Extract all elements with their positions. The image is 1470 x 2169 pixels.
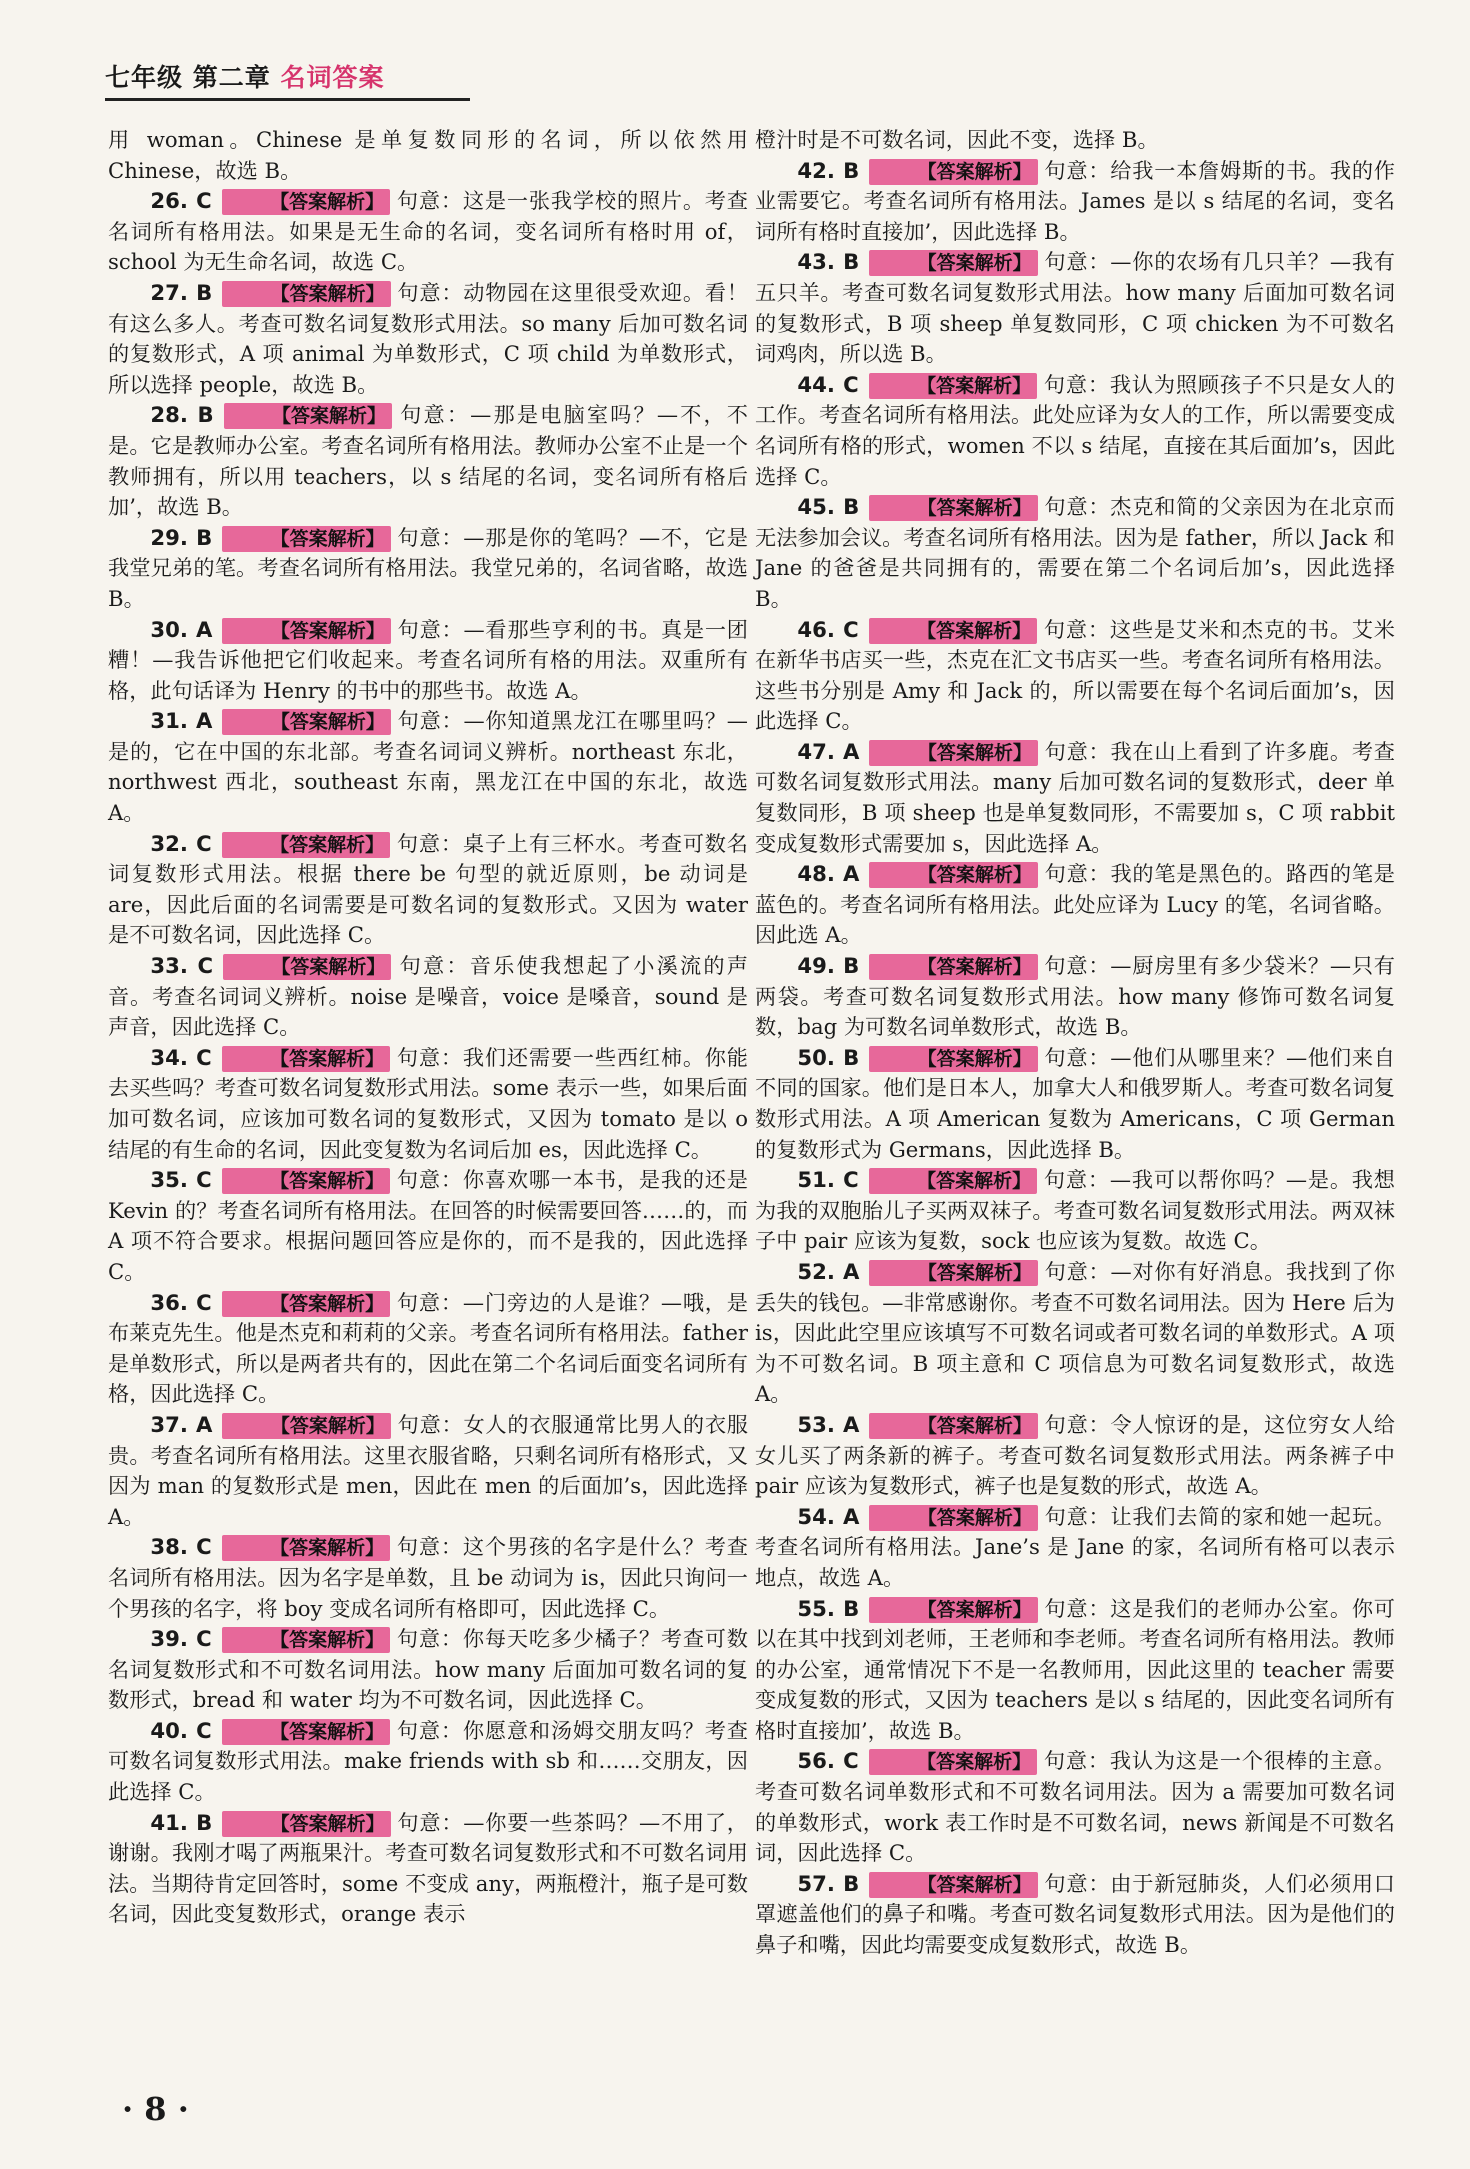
answer-analysis-tag: 【答案解析】 (222, 1046, 390, 1072)
answer-explanation: 句意：我认为照顾孩子不只是女人的工作。考查名词所有格用法。此处应译为女人的工作，所以需要变成名词所有格的形式，women 不以 s 结尾，直接在其后面加’s，因此选择 C。 (755, 371, 1395, 489)
answer-item (108, 1716, 748, 1808)
answer-explanation: 句意：这是我们的老师办公室。你可以在其中找到刘老师，王老师和李老师。考查名词所有格用法。教师的办公室，通常情况下不是一名教师用，因此这里的 teacher 需要变成复数的形式，又因为 teachers 是以 s 结尾的，因此变名词所有格时直接加’，故选 B。 (755, 1595, 1395, 1743)
answer-explanation: 句意：你每天吃多少橘子？考查可数名词复数形式和不可数名词用法。how many 后面加可数名词的复数形式，bread 和 water 均为不可数名词，因此选择 C。 (108, 1626, 748, 1713)
answer-analysis-tag: 【答案解析】 (869, 1597, 1037, 1623)
answer-explanation: 句意：桌子上有三杯水。考查可数名词复数形式用法。根据 there be 句型的就近原则，be 动词是 are，因此后面的名词需要是可数名词的复数形式。又因为 water 是不可数名词，因此选择 C。 (108, 830, 748, 948)
answer-item (108, 1410, 748, 1532)
answer-number: 26. C (150, 188, 212, 214)
answer-item (755, 859, 1395, 951)
answer-item (755, 1257, 1395, 1410)
answer-number: 43. B (797, 249, 860, 275)
answer-number: 32. C (150, 830, 212, 856)
answer-explanation: 句意：你喜欢哪一本书，是我的还是 Kevin 的？考查名词所有格用法。在回答的时候需要回答……的，而 A 项不符合要求。根据问题回答应是你的，而不是我的，因此选择 C。 (108, 1167, 748, 1284)
answer-number: 47. A (797, 738, 860, 764)
answer-explanation: 句意：—厨房里有多少袋米？—只有两袋。考查可数名词复数形式用法。how many 修饰可数名词复数，bag 为可数名词单数形式，故选 B。 (755, 953, 1395, 1040)
answer-explanation: 句意：—门旁边的人是谁？—哦，是布莱克先生。他是杰克和莉莉的父亲。考查名词所有格用法。father 是单数形式，所以是两者共有的，因此在第二个名词后面变名词所有格，因此选择 C。 (108, 1289, 748, 1407)
left-intro: 用 woman。Chinese 是单复数同形的名词，所以依然用 Chinese，故选 B。 (108, 127, 748, 183)
answer-explanation: 句意：我们还需要一些西红柿。你能去买些吗？考查可数名词复数形式用法。some 表示一些，如果后面加可数名词，应该加可数名词的复数形式，又因为 tomato 是以 o 结尾的有生命的名词，因此变复数为名词后加 es，因此选择 C。 (108, 1044, 748, 1162)
answer-explanation: 句意：杰克和简的父亲因为在北京而无法参加会议。考查名词所有格用法。因为是 father，所以 Jack 和 Jane 的爸爸是共同拥有的，需要在第二个名词后加’s，因此选择 B。 (755, 494, 1395, 611)
answer-explanation: 句意：我认为这是一个很棒的主意。考查可数名词单数形式和不可数名词用法。因为 a 需要加可数名词的单数形式，work 表工作时是不可数名词，news 新闻是不可数名词，因此选择 C。 (755, 1748, 1395, 1866)
right-answer-list (755, 156, 1395, 1961)
answer-explanation: 句意：我的笔是黑色的。路西的笔是蓝色的。考查名词所有格用法。此处应译为 Lucy 的笔，名词省略。因此选 A。 (755, 861, 1395, 948)
answer-item (108, 615, 748, 707)
answer-analysis-tag: 【答案解析】 (869, 862, 1037, 888)
answer-explanation: 句意：让我们去简的家和她一起玩。考查名词所有格用法。Jane’s 是 Jane 的家，名词所有格可以表示地点，故选 A。 (755, 1503, 1395, 1590)
answer-analysis-tag: 【答案解析】 (869, 373, 1037, 399)
answer-item (108, 186, 748, 278)
answer-analysis-tag: 【答案解析】 (222, 526, 390, 552)
answer-number: 35. C (150, 1167, 212, 1193)
answer-item (108, 1532, 748, 1624)
header-rule (105, 98, 470, 101)
page-number: · 8 · (122, 2090, 189, 2128)
answer-item (108, 400, 748, 522)
answer-number: 29. B (150, 524, 213, 550)
answer-item (755, 1502, 1395, 1594)
answer-item (108, 1043, 748, 1165)
answer-explanation: 句意：—那是你的笔吗？—不，它是我堂兄弟的笔。考查名词所有格用法。我堂兄弟的，名词省略，故选 B。 (108, 524, 748, 611)
header-section: 名词答案 (280, 63, 385, 92)
left-answer-list (108, 186, 748, 1930)
answer-number: 46. C (797, 616, 859, 642)
answer-number: 40. C (150, 1717, 212, 1743)
answer-item (755, 1410, 1395, 1502)
answer-item (755, 615, 1395, 737)
answer-item (108, 1624, 748, 1716)
answer-analysis-tag: 【答案解析】 (869, 250, 1037, 276)
answer-explanation: 句意：—看那些亨利的书。真是一团糟！—我告诉他把它们收起来。考查名词所有格的用法。双重所有格，此句话译为 Henry 的书中的那些书。故选 A。 (108, 616, 748, 703)
answer-analysis-tag: 【答案解析】 (222, 189, 390, 215)
answer-analysis-tag: 【答案解析】 (222, 1811, 390, 1837)
left-column (108, 125, 748, 1930)
answer-number: 54. A (797, 1503, 860, 1529)
answer-analysis-tag: 【答案解析】 (222, 1168, 390, 1194)
answer-number: 28. B (150, 402, 214, 428)
answer-analysis-tag: 【答案解析】 (223, 954, 391, 980)
answer-analysis-tag: 【答案解析】 (869, 1168, 1037, 1194)
header-grade: 七年级 (105, 63, 184, 92)
answer-number: 36. C (150, 1289, 212, 1315)
answer-explanation: 句意：—你要一些茶吗？—不用了，谢谢。我刚才喝了两瓶果汁。考查可数名词复数形式和不可数名词用法。当期待肯定回答时，some 不变成 any，两瓶橙汁，瓶子是可数名词，因此变复数形式，orange 表示 (108, 1809, 748, 1927)
header-chapter: 第二章 (192, 63, 271, 92)
answer-analysis-tag: 【答案解析】 (222, 1719, 390, 1745)
answer-number: 51. C (797, 1167, 859, 1193)
answer-analysis-tag: 【答案解析】 (222, 1413, 390, 1439)
answer-item (755, 737, 1395, 859)
answer-item (755, 247, 1395, 369)
answer-number: 57. B (797, 1870, 860, 1896)
answer-item (108, 1288, 748, 1410)
answer-explanation: 句意：令人惊讶的是，这位穷女人给女儿买了两条新的裤子。考查可数名词复数形式用法。两条裤子中 pair 应该为复数形式，裤子也是复数的形式，故选 A。 (755, 1411, 1395, 1499)
answer-explanation: 句意：音乐使我想起了小溪流的声音。考查名词词义辨析。noise 是噪音，voice 是嗓音，sound 是声音，因此选择 C。 (108, 953, 748, 1040)
answer-explanation: 句意：—我可以帮你吗？—是。我想为我的双胞胎儿子买两双袜子。考查可数名词复数形式用法。两双袜子中 pair 应该为复数，sock 也应该为复数。故选 C。 (755, 1167, 1395, 1254)
answer-explanation: 句意：—你的农场有几只羊？—我有五只羊。考查可数名词复数形式用法。how many 后面加可数名词的复数形式，B 项 sheep 单复数同形，C 项 chicken 为不可数名词鸡肉，所以选 B。 (755, 249, 1395, 367)
answer-number: 49. B (797, 953, 860, 979)
answer-analysis-tag: 【答案解析】 (869, 1260, 1037, 1286)
answer-explanation: 句意：你愿意和汤姆交朋友吗？考查可数名词复数形式用法。make friends with sb 和……交朋友，因此选择 C。 (108, 1717, 748, 1805)
answer-item (108, 523, 748, 615)
answer-explanation: 句意：这些是艾米和杰克的书。艾米在新华书店买一些，杰克在汇文书店买一些。考查名词所有格用法。这些书分别是 Amy 和 Jack 的，所以需要在每个名词后面加’s，因此选择 C。 (755, 616, 1395, 734)
answer-analysis-tag: 【答案解析】 (222, 1627, 390, 1653)
answer-number: 52. A (797, 1258, 860, 1284)
answer-number: 56. C (797, 1748, 859, 1774)
answer-analysis-tag: 【答案解析】 (222, 618, 390, 644)
answer-explanation: 句意：我在山上看到了许多鹿。考查可数名词复数形式用法。many 后加可数名词的复数形式，deer 单复数同形，B 项 sheep 也是单复数同形，不需要加 s，C 项 rabbit 变成复数形式需要加 s，因此选择 A。 (755, 738, 1395, 856)
answer-number: 42. B (797, 157, 860, 183)
answer-item (755, 951, 1395, 1043)
answer-analysis-tag: 【答案解析】 (222, 709, 390, 735)
answer-number: 27. B (150, 279, 213, 305)
right-intro: 橙汁时是不可数名词，因此不变，选择 B。 (755, 127, 1159, 152)
answer-analysis-tag: 【答案解析】 (869, 1505, 1037, 1531)
page-header (105, 58, 465, 106)
answer-analysis-tag: 【答案解析】 (222, 1291, 390, 1317)
answer-item (108, 706, 748, 828)
answer-item (108, 278, 748, 400)
answer-number: 31. A (150, 708, 213, 734)
answer-explanation: 句意：这是一张我学校的照片。考查名词所有格用法。如果是无生命的名词，变名词所有格时用 of，school 为无生命名词，故选 C。 (108, 188, 748, 275)
answer-explanation: 句意：给我一本詹姆斯的书。我的作业需要它。考查名词所有格用法。James 是以 s 结尾的名词，变名词所有格时直接加’，因此选择 B。 (755, 157, 1395, 244)
answer-analysis-tag: 【答案解析】 (222, 1535, 390, 1561)
answer-number: 34. C (150, 1044, 212, 1070)
answer-item (108, 1808, 748, 1930)
answer-analysis-tag: 【答案解析】 (222, 281, 390, 307)
answer-item (755, 156, 1395, 248)
answer-number: 33. C (150, 953, 214, 979)
answer-number: 38. C (150, 1534, 212, 1560)
answer-number: 37. A (150, 1411, 213, 1437)
answer-item (755, 1594, 1395, 1747)
answer-number: 45. B (797, 494, 860, 520)
answer-item (755, 492, 1395, 614)
answer-number: 48. A (797, 861, 860, 887)
answer-explanation: 句意：这个男孩的名字是什么？考查名词所有格用法。因为名字是单数，且 be 动词为 is，因此只询问一个男孩的名字，将 boy 变成名词所有格即可，因此选择 C。 (108, 1534, 748, 1621)
answer-analysis-tag: 【答案解析】 (869, 1872, 1037, 1898)
answer-analysis-tag: 【答案解析】 (869, 495, 1037, 521)
answer-item (755, 1869, 1395, 1961)
answer-explanation: 句意：—那是电脑室吗？—不，不是。它是教师办公室。考查名词所有格用法。教师办公室不止是一个教师拥有，所以用 teachers，以 s 结尾的名词，变名词所有格后加’，故选 B。 (108, 402, 748, 520)
answer-item (755, 1746, 1395, 1868)
answer-number: 41. B (150, 1809, 213, 1835)
answer-item (755, 1043, 1395, 1165)
answer-item (108, 951, 748, 1043)
answer-analysis-tag: 【答案解析】 (869, 1413, 1037, 1439)
answer-item (755, 1165, 1395, 1257)
answer-explanation: 句意：—他们从哪里来？—他们来自不同的国家。他们是日本人，加拿大人和俄罗斯人。考查可数名词复数形式用法。A 项 American 复数为 Americans，C 项 German 的复数形式为 Germans，因此选择 B。 (755, 1044, 1395, 1162)
answer-item (108, 829, 748, 951)
answer-analysis-tag: 【答案解析】 (869, 954, 1037, 980)
answer-explanation: 句意：动物园在这里很受欢迎。看！有这么多人。考查可数名词复数形式用法。so many 后加可数名词的复数形式，A 项 animal 为单数形式，C 项 child 为单数形式，所以选择 people，故选 B。 (108, 279, 748, 397)
header-text (105, 58, 465, 94)
answer-number: 50. B (797, 1044, 860, 1070)
answer-number: 30. A (150, 616, 213, 642)
answer-analysis-tag: 【答案解析】 (222, 832, 390, 858)
answer-explanation: 句意：—对你有好消息。我找到了你丢失的钱包。—非常感谢你。考查不可数名词用法。因为 Here 后为 is，因此此空里应该填写不可数名词或者可数名词的单数形式。A 项为不可数名词。B 项主意和 C 项信息为可数名词复数形式，故选 A。 (755, 1258, 1395, 1407)
answer-analysis-tag: 【答案解析】 (224, 403, 392, 429)
answer-explanation: 句意：女人的衣服通常比男人的衣服贵。考查名词所有格用法。这里衣服省略，只剩名词所有格形式，又因为 man 的复数形式是 men，因此在 men 的后面加’s，因此选择 A。 (108, 1411, 748, 1529)
answer-analysis-tag: 【答案解析】 (869, 159, 1037, 185)
answer-item (755, 370, 1395, 492)
right-column (755, 125, 1395, 1961)
answer-analysis-tag: 【答案解析】 (869, 740, 1037, 766)
answer-number: 44. C (797, 371, 859, 397)
answer-analysis-tag: 【答案解析】 (869, 1046, 1037, 1072)
answer-number: 53. A (797, 1411, 860, 1437)
answer-number: 55. B (797, 1595, 860, 1621)
answer-item (108, 1165, 748, 1287)
answer-analysis-tag: 【答案解析】 (869, 1749, 1037, 1775)
answer-analysis-tag: 【答案解析】 (869, 618, 1037, 644)
answer-number: 39. C (150, 1626, 212, 1652)
answer-explanation: 句意：—你知道黑龙江在哪里吗？—是的，它在中国的东北部。考查名词词义辨析。northeast 东北，northwest 西北，southeast 东南，黑龙江在中国的东北，故选 A。 (108, 708, 748, 826)
answer-explanation: 句意：由于新冠肺炎，人们必须用口罩遮盖他们的鼻子和嘴。考查可数名词复数形式用法。因为是他们的鼻子和嘴，因此均需要变成复数形式，故选 B。 (755, 1870, 1395, 1958)
